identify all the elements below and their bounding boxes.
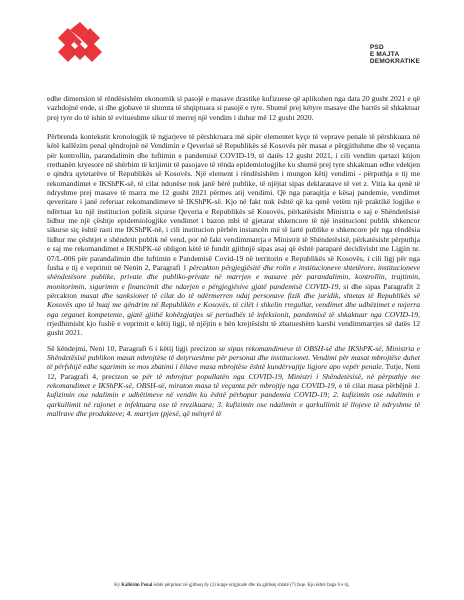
paragraph-3-quote-2: për të mbrojtur popullatën nga COVID-19, Ministri i Shëndetësisë, në përputhje me rekomandimet e IKShPK-së, OBSH-së, miraton masa të veçanta për mbrojtje nga COVID-19 — [47, 371, 420, 390]
paragraph-2 — [47, 132, 420, 338]
paragraph-3 — [47, 344, 420, 419]
document-body — [47, 94, 420, 424]
brand-line-3: DEMOKRATIKE — [369, 58, 420, 65]
paragraph-3-text-c: , e të cilat masa përbëjnë — [334, 380, 415, 390]
footer-text-pre: Ky — [114, 583, 122, 588]
paragraph-3-quote-1: sipas rekomandimeve të OBSH-së dhe IKShPK-së, Ministria e Shëndetësisë publikon masat mbrojtëse të detyrueshme për personat dhe institucionet. Vendimi për masat mbrojtëse duhet të përfshijë edhe sqarimin se mos zbatimi i ëilave masa mbrojtëse është kundërvajtje ligjore apo vepër penale — [47, 343, 420, 372]
paragraph-3-text-b: . Tutje, Neni 12, Paragrafi 4, precizon se — [47, 362, 420, 381]
paragraph-2-text-a: Përbrenda kontekstit kronologjik të ngjarjeve të përshkruara më sipër elementet kyçe të veprave penale të përshkuara në këtë kallëzim penal qëndrojnë në Vendimin e Qeverisë së Republikës së Kosovës për masat e përgjithshme dhe të veçanta për kontrollin, parandalimin dhe luftimin e pandemisë COVID-19, të datës 12 gusht 2021, i cili vendim qartazi ktijon rrethanën kryesore në shërbim të krijimit të pasojave të rënda epidemiologjike ku shumë prej tyre shkaktuan edhe vdekjen e qindra qytetarëve të Republikës së Kosovës. Një element i rëndësishëm i mungon këtij vendimi - përputhja e tij me rekomandimet e IKShPK-së, të cilat ndonëse nuk janë bërë publike, të njëjtat sipas deklaratave të vet z. Vitia ka qenë të ndryshme prej masave të marra me 12 gusht 2021 përmes atij vendimi. Që nga paraqitja e kësaj pandemie, vendimet qeveritare i janë referuar rekomandimeve të IKShPK-së. Kjo në fakt nuk është që ka qenë vetëm një praktikë logjike e ndërtuar ku një institucion politik siçurse Qeveria e Republikës së Kosovës, përkatësisht Ministria e saj e Shëndetësisë lidhur me një çështje epidemiologjike vendimet i bazon mbi të gjetarat shkencore të një institucioni publik shkencor sikurse siç është rasti me IKShPK-në, i cili institucion përbën instancën më të lartë publike e shkencore për nga rëndësia lidhur me çështjet e shëndetit publik në vend, por në fakt vendimmarrja e Ministrit të Shëndetësisë, përkatësisht përputhja e saj me rekomandimet e IKShPK-së obligon këtë të fundit gjithnjë sipas asaj që është paraparé decidivisht me Ligjin nr. 07/L-006 për parandalimin dhe luftimin e Pandemisë Covid-19 në territorin e Republikës së Kosovës, i cili ligj për nga fusha e tij e veprimit në Nenin 2, Paragrafi 1 — [47, 132, 420, 272]
paragraph-3-text-a: Së këndejmi, Neni 10, Paragrafi 6 i këtij ligji precizon se — [47, 343, 228, 353]
paragraph-2-text-c: , rrjedhimisht kjo fushë e veprimit e këtij ligji, të njëjtin e bën krejtësisht të zbatueshëm karshi vendimmarrjes së datës 12 gusht 2021. — [47, 309, 420, 338]
paragraph-3-quote-3: 1. kufizimin ose ndalimin e udhëtimeve në vendin ku është përhapur pandemia COVID-19; 2. kufizimin ose ndalimin e qarkullimit në rajonet e infektuara ose të rrezikuara; 3. kufizimin ose ndalimin e qarkullimit të llojeve të ndryshme të mallrave dhe produkteve; 4. marrjen (pjesë, që mënyrë të — [47, 380, 420, 418]
paragraph-2-text-b: , si dhe sipas Paragrafit 2 përcakton — [47, 281, 420, 300]
paragraph-1: edhe dimension të rëndësishëm ekonomik si pasojë e masave drastike kufizuese që aplikohen nga data 20 gusht 2021 e që vazhdojnë ende, si dhe gjobave të shumta të shqiptuara si pasojë e tyre. Shumë prej këtyre masave dhe barrës së shkaktuar prej tyre do të ishin të evitueshme sikur të merrej një vendim i duhur më 12 gusht 2020. — [47, 94, 420, 122]
footer-text-bold: Kallëzim Penal — [121, 583, 153, 588]
paragraph-2-quote-2: masat dhe sanksionet të cilat do të ndërmerren ndaj personave fizik dhe juridik, shtetas të Republikës së Kosovës apo të huaj me qëndrim në Republikën e Kosovës, të cilët i shkelin rregullat, vendimet dhe udhëzimet e nxjerra nga organet kompetente, gjatë gjithë kohëzgjatjes së periudhës të infeksionit, pandemisë të shkaktuar nga COVID-19 — [47, 290, 420, 319]
brand-name — [370, 44, 420, 65]
brand-line-1: PSD — [369, 44, 384, 51]
psd-logo-icon — [50, 22, 106, 66]
paragraph-2-quote-1: përcakton përgjegjësitë dhe rolin e institucioneve shtetërore, institucioneve shëndetësore publike, private dhe publiko-private në marrjen e masave për parandalimin, kontrollin, trajtimin, monitorimin, sigurimin e financimit dhe ndarjen e përgjegjësive gjatë pandemisë COVID-19 — [47, 262, 421, 291]
page-footer — [40, 583, 424, 588]
brand-line-2: E MAJTA — [369, 51, 400, 58]
footer-text-post: është përpiluar në gjithsej dy (2) kopje origjinale dhe ka gjithsej shtatë (7) faqe. Kjo është faqja 6 e tij. — [152, 583, 350, 588]
